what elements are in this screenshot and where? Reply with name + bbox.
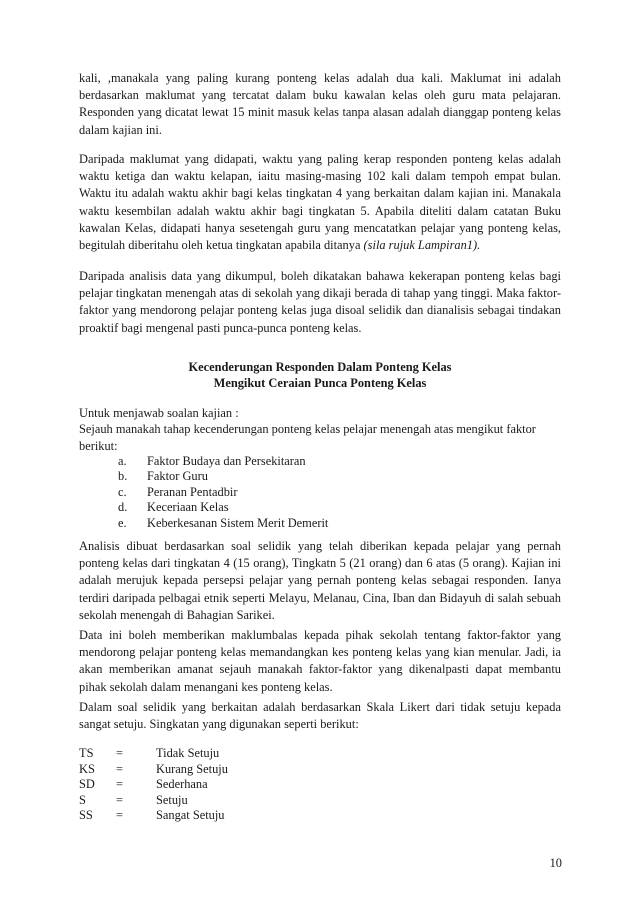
equals-sign: = bbox=[116, 761, 123, 776]
abbreviation-meaning: Sederhana bbox=[156, 777, 208, 792]
factor-label: Faktor Guru bbox=[147, 469, 208, 484]
factor-label: Keberkesanan Sistem Merit Demerit bbox=[147, 515, 329, 530]
abbreviation-row bbox=[79, 792, 228, 808]
section-heading-line-2: Mengikut Ceraian Punca Ponteng Kelas bbox=[213, 376, 427, 390]
equals-sign: = bbox=[116, 746, 123, 760]
paragraph-respondents: Analisis dibuat berdasarkan soal selidik yang telah diberikan kepada pelajar yang pernah ponteng kelas dari tingkatan 4 (15 orang), Tingkatn 5 (21 orang) dan 6 atas (5 orang). Kajian ini adalah merujuk kepada persepsi pelajar yang pernah ponteng kelas sebagai responden. Ianya terdiri daripada pelbagai etnik seperti Melayu, Melanau, Cina, Iban dan Bidayuh di salah sebuah sekolah menengah di Bahagian Sarikei. bbox=[79, 539, 561, 622]
research-question-intro: Untuk menjawab soalan kajian : bbox=[79, 406, 239, 420]
abbreviation-table bbox=[79, 745, 228, 823]
abbreviation-code: SS bbox=[79, 808, 93, 823]
factor-label: Keceriaan Kelas bbox=[147, 500, 229, 515]
abbreviation-code: TS bbox=[79, 746, 94, 760]
paragraph-likert-scale: Dalam soal selidik yang berkaitan adalah berdasarkan Skala Likert dari tidak setuju kepada sangat setuju. Singkatan yang digunakan seperti berikut: bbox=[79, 700, 561, 732]
factor-list bbox=[118, 453, 328, 530]
abbreviation-row bbox=[79, 807, 228, 823]
factor-item bbox=[118, 468, 328, 483]
abbreviation-meaning: Tidak Setuju bbox=[156, 746, 220, 760]
abbreviation-code: KS bbox=[79, 761, 95, 776]
factor-item bbox=[118, 484, 328, 499]
abbreviation-row bbox=[79, 745, 228, 761]
factor-item bbox=[118, 499, 328, 514]
appendix-reference: (sila rujuk Lampiran1). bbox=[363, 238, 481, 253]
paragraph-feedback: Data ini boleh memberikan maklumbalas kepada pihak sekolah tentang faktor-faktor yang mendorong pelajar ponteng kelas memandangkan kes ponteng kelas yang kian menular. Jadi, ia akan memberikan amanat sejauh manakah faktor-faktor yang dikenalpasti dapat membantu pihak sekolah dalam menangani kes ponteng kelas. bbox=[79, 628, 561, 694]
abbreviation-meaning: Sangat Setuju bbox=[156, 808, 225, 823]
abbreviation-meaning: Kurang Setuju bbox=[156, 761, 228, 776]
abbreviation-row bbox=[79, 776, 228, 792]
page-number: 10 bbox=[549, 856, 562, 870]
factor-label: Faktor Budaya dan Persekitaran bbox=[147, 454, 306, 468]
factor-label: Peranan Pentadbir bbox=[147, 484, 238, 499]
section-heading-line-1: Kecenderungan Responden Dalam Ponteng Kelas bbox=[188, 360, 452, 374]
factor-item bbox=[118, 453, 328, 468]
paragraph-peak-periods-text: Daripada maklumat yang didapati, waktu yang paling kerap responden ponteng kelas adalah waktu ketiga dan waktu kelapan, iaitu masing-masing 102 kali dalam tempoh empat bulan. Waktu itu adalah waktu akhir bagi kelas tingkatan 4 yang berkaitan dalam kajian ini. Manakala waktu kesembilan adalah waktu akhir bagi tingkatan 5. Apabila diteliti dalam catatan Buku kawalan Kelas, didapati hanya sesetengah guru yang mencatatkan pelajar yang ponteng kelas, begitulah diberitahu oleh ketua tingkatan apabila ditanya bbox=[79, 152, 561, 253]
factor-marker: e. bbox=[118, 515, 127, 530]
research-question-text: Sejauh manakah tahap kecenderungan ponteng kelas pelajar menengah atas mengikut faktor berikut: bbox=[79, 422, 536, 454]
paragraph-analysis-summary: Daripada analisis data yang dikumpul, boleh dikatakan bahawa kekerapan ponteng kelas bagi pelajar tingkatan menengah atas di sekolah yang dikaji berada di tahap yang tinggi. Maka faktor-faktor yang mendorong pelajar ponteng kelas juga disoal selidik dan dianalisis sebagai tindakan proaktif bagi mengenal pasti punca-punca ponteng kelas. bbox=[79, 269, 561, 335]
abbreviation-meaning: Setuju bbox=[156, 792, 188, 807]
factor-marker: b. bbox=[118, 469, 128, 484]
abbreviation-code: S bbox=[79, 792, 86, 807]
factor-marker: a. bbox=[118, 454, 127, 468]
factor-marker: d. bbox=[118, 500, 128, 515]
paragraph-record-basis: kali, ,manakala yang paling kurang ponteng kelas adalah dua kali. Maklumat ini adalah berdasarkan maklumat yang tercatat dalam buku kawalan kelas oleh guru mata pelajaran. Responden yang dicatat lewat 15 minit masuk kelas tanpa alasan adalah dianggap ponteng kelas dalam kajian ini. bbox=[79, 71, 561, 137]
paragraph-peak-periods bbox=[79, 151, 561, 254]
equals-sign: = bbox=[116, 792, 123, 807]
equals-sign: = bbox=[116, 808, 123, 823]
abbreviation-row bbox=[79, 761, 228, 777]
factor-marker: c. bbox=[118, 484, 127, 499]
abbreviation-code: SD bbox=[79, 777, 95, 792]
factor-item bbox=[118, 515, 328, 530]
equals-sign: = bbox=[116, 777, 123, 792]
